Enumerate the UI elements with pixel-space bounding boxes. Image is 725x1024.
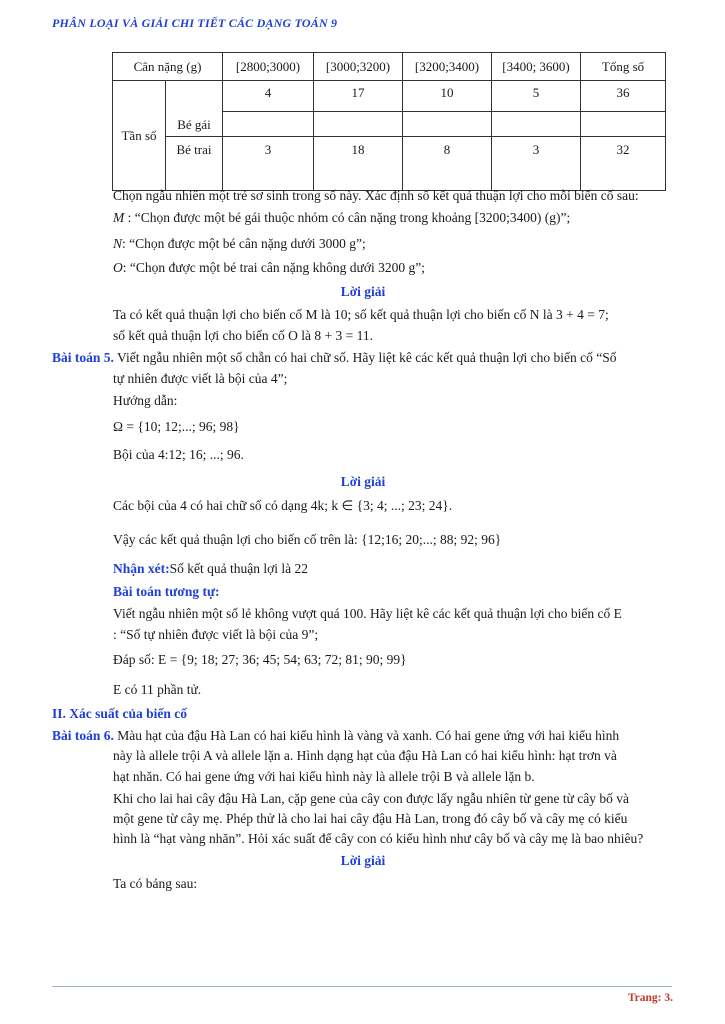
problem-6-line: một gene từ cây mẹ. Phép thử là cho lai hai cây đậu Hà Lan, trong đó cây bố và cây mẹ có kiểu <box>113 811 628 826</box>
solution-heading: Lời giải <box>340 474 386 489</box>
footer-divider <box>52 986 672 987</box>
similar-problem-heading: Bài toán tương tự: <box>113 584 220 599</box>
table-header-weight: Cân nặng (g) <box>113 53 223 81</box>
table-cell: 3 <box>223 137 314 191</box>
table-col-header: [3200;3400) <box>403 53 492 81</box>
problem-6-text: Màu hạt của đậu Hà Lan có hai kiểu hình là vàng và xanh. Có hai gene ứng với hai kiểu hình <box>117 728 620 743</box>
problem-5-line <box>52 348 674 368</box>
event-o <box>113 258 673 278</box>
table-col-header: Tổng số <box>581 53 666 81</box>
table-row <box>113 137 666 191</box>
page-header-title: PHÂN LOẠI VÀ GIẢI CHI TIẾT CÁC DẠNG TOÁN 9 <box>52 16 338 30</box>
table-row-label: Bé gái <box>166 81 223 137</box>
omega-set: Ω = {10; 12;...; 96; 98} <box>113 419 240 434</box>
birth-weight-table <box>112 52 666 191</box>
solution-line: số kết quả thuận lợi cho biến cố O là 8 + 3 = 11. <box>113 328 373 343</box>
event-o-symbol: O <box>113 260 123 275</box>
problem-5-text: Viết ngẫu nhiên một số chẵn có hai chữ số. Hãy liệt kê các kết quả thuận lợi cho biến cố “Số <box>117 350 617 365</box>
event-m-text: : “Chọn được một bé gái thuộc nhóm có cân nặng trong khoảng [3200;3400) (g)”; <box>127 210 571 225</box>
problem-5-line-2: tự nhiên được viết là bội của 4”; <box>113 371 288 386</box>
event-m <box>113 208 673 228</box>
problem-6-label: Bài toán 6. <box>52 728 114 743</box>
table-cell: 17 <box>314 81 403 112</box>
count-line: E có 11 phần tử. <box>113 682 202 697</box>
event-n-symbol: N <box>113 236 123 251</box>
problem-intro: Chọn ngẫu nhiên một trẻ sơ sinh trong số này. Xác định số kết quả thuận lợi cho mỗi biến cố sau: <box>113 188 639 203</box>
event-n <box>113 234 673 254</box>
problem-6-line: này là allele trội A và allele lặn a. Hình dạng hạt của đậu Hà Lan có hai kiểu hình: hạt trơn và <box>113 748 617 763</box>
table-cell: 36 <box>581 81 666 112</box>
solution-heading: Lời giải <box>340 284 386 299</box>
table-col-header: [2800;3000) <box>223 53 314 81</box>
event-o-text: : “Chọn được một bé trai cân nặng không dưới 3200 g”; <box>122 260 425 275</box>
section-title: II. Xác suất của biến cố <box>52 706 188 721</box>
table-row-label: Bé trai <box>166 137 223 191</box>
remark-label: Nhận xét: <box>113 561 170 576</box>
event-m-symbol: M <box>113 210 125 225</box>
solution-line: Ta có kết quả thuận lợi cho biến cố M là 10; số kết quả thuận lợi cho biến cố N là 3 + 4 = 7; <box>113 307 609 322</box>
table-cell: 5 <box>492 81 581 112</box>
table-col-header: [3400; 3600) <box>492 53 581 81</box>
table-cell: 3 <box>492 137 581 191</box>
similar-problem-line: Viết ngẫu nhiên một số lẻ không vượt quá 100. Hãy liệt kê các kết quả thuận lợi cho biến cố E <box>113 606 622 621</box>
similar-problem-line: : “Số tự nhiên được viết là bội của 9”; <box>113 627 319 642</box>
solution-heading: Lời giải <box>340 853 386 868</box>
event-n-text: : “Chọn được một bé cân nặng dưới 3000 g”; <box>122 236 366 251</box>
guide-label: Hướng dẫn: <box>113 393 178 408</box>
solution-line: Các bội của 4 có hai chữ số có dạng 4k; k ∈ {3; 4; ...; 23; 24}. <box>113 498 453 513</box>
page-number: Trang: 3. <box>627 992 673 1004</box>
problem-6-line <box>52 726 674 746</box>
table-col-header: [3000;3200) <box>314 53 403 81</box>
table-cell: 4 <box>223 81 314 112</box>
table-intro: Ta có bảng sau: <box>113 876 198 891</box>
answer-line: Đáp số: E = {9; 18; 27; 36; 45; 54; 63; 72; 81; 90; 99} <box>113 652 407 667</box>
remark-text: Số kết quả thuận lợi là 22 <box>169 561 308 576</box>
remark-line <box>113 559 673 579</box>
table-cell: 18 <box>314 137 403 191</box>
multiples-line: Bội của 4:12; 16; ...; 96. <box>113 447 244 462</box>
table-cell: 10 <box>403 81 492 112</box>
problem-5-label: Bài toán 5. <box>52 350 114 365</box>
table-row-group-label: Tần số <box>113 81 166 191</box>
table-cell: 8 <box>403 137 492 191</box>
table-row <box>113 81 666 112</box>
table-header-row <box>113 53 666 81</box>
solution-line: Vậy các kết quả thuận lợi cho biến cố trên là: {12;16; 20;...; 88; 92; 96} <box>113 532 502 547</box>
problem-6-line: hình là “hạt vàng nhăn”. Hỏi xác suất để cây con có kiểu hình như cây bố và cây mẹ là bao nhiêu? <box>113 831 644 846</box>
problem-6-line: Khi cho lai hai cây đậu Hà Lan, cặp gene của cây con được lấy ngẫu nhiên từ gene từ cây bố và <box>113 791 630 806</box>
problem-6-line: hạt nhăn. Có hai gene ứng với hai kiểu hình này là allele trội B và allele lặn b. <box>113 769 535 784</box>
table-cell: 32 <box>581 137 666 191</box>
